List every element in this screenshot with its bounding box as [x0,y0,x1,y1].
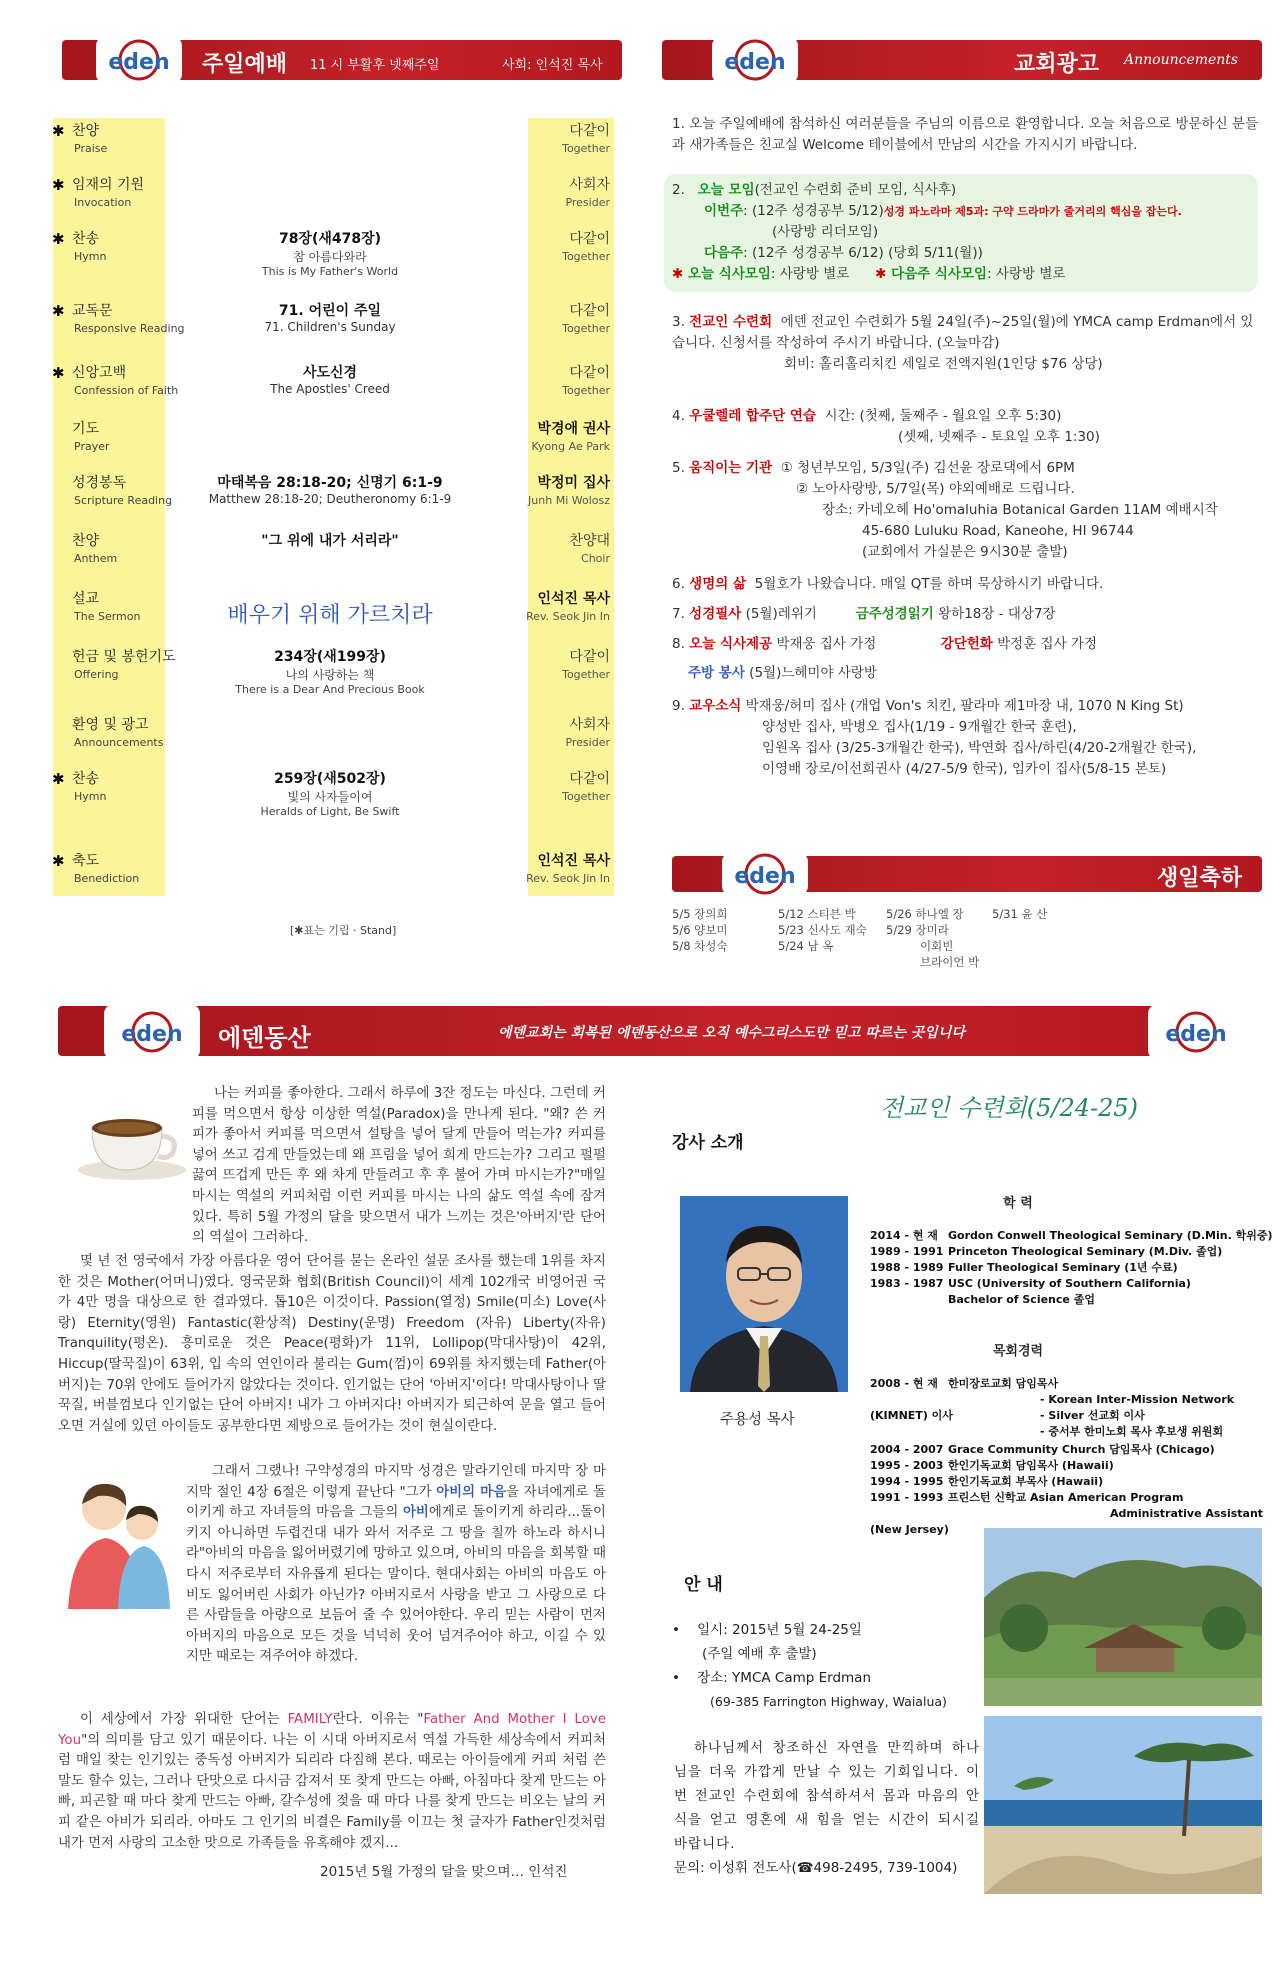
announcement-4: 4. 우쿨렐레 합주단 연습 시간: (첫째, 둘째주 - 월요일 오후 5:30) (셋째, 넷째주 - 토요일 오후 1:30) [672,408,1100,445]
order-item-en: Confession of Faith [74,384,179,397]
order-item-ko: 환영 및 광고 [72,717,149,733]
order-leader-ko: 찬양대 [569,533,610,549]
stand-star-icon: ✱ [52,230,65,248]
announcement-8: 8. 오늘 식사제공 박재웅 집사 가정 강단헌화 박정훈 집사 가정 주방 봉사 (5월)느헤미야 사랑방 [672,636,1098,681]
announcement-2: 2. 오늘 모임(전교인 수련회 준비 모임, 식사후) 이번주: (12주 성경공부 5/12)성경 파노라마 제5과: 구약 드라마가 줄거리의 핵심을 잡는다. (사랑방 리더모임) 다음주: (12주 성경공부 6/12) (당회 5/11(월)) ✱ 오늘 식사모임: 사랑방 별로 ✱ 다음주 식사모임: 사랑방 별로 [672,182,1182,282]
eden-banner [58,1006,1238,1056]
order-leader-en: Rev. Seok Jin In [526,872,610,885]
order-item-en: Anthem [74,552,118,565]
order-leader-ko: 다같이 [569,123,610,139]
announcement-3: 3. 전교인 수련회 에덴 전교인 수련회가 5월 24일(주)~25일(월)에 YMCA camp Erdman에서 있습니다. 신청서를 작성하여 주시기 바랍니다. (오늘마감) 회비: 홀리홀리치킨 세일로 전액지원(1인당 $76 상당) [672,314,1254,372]
order-item-ko: 찬송 [72,231,100,247]
order-content-en: There is a Dear And Precious Book [235,683,425,696]
essay-p3: 그래서 그랬나! 구약성경의 마지막 성경은 말라기인데 마지막 장 마지막 절인 4장 6절은 이렇게 끝난다 "그가 아비의 마음을 자녀에게로 돌이키게 하고 자녀들의 마음을 그들의 아비에게로 돌이키게 하리라...돌이키지 아니하면 두렵건대 내가 와서 저주로 그 땅을 칠까 하노라 하시니라"아비의 마음을 잃어버렸기에 망하고 있으며, 아비의 마음을 회복할 때 다시 저주로부터 자유롭게 된다는 말이다. 현대사회는 아비의 마음도 아비도 잃어버린 사회가 아닌가? 아버지로서 사랑을 받고 그 사랑으로 다른 사람들을 아량으로 보듬어 줄 수 있어야한다. 우리 믿는 사람이 먼저 아버지의 마음으로 모든 것을 넉넉히 웃어 넘겨주어야 하고, 이길 수 있지만 때로는 져주어야 하겠다. [186,1464,606,1665]
order-item [56,714,206,749]
order-item-en: Benediction [74,872,140,885]
pastor-photo [680,1196,848,1392]
order-item-ko: 찬양 [72,533,100,549]
retreat-place: • 장소: YMCA Camp Erdman (69-385 Farrington Highway, Waialua) [672,1670,947,1709]
announcement-title: 교회광고 [1014,52,1100,77]
announcement-title-en: Announcements [1124,52,1239,68]
eden-logo [96,36,182,84]
order-item [52,850,206,885]
order-leader [520,588,610,623]
pastor-name: 주용성 목사 [720,1412,795,1428]
order-leader-ko: 다같이 [569,231,610,247]
announcement-7: 7. 성경필사 (5월)레위기 금주성경읽기 왕하18장 - 대상7장 [672,606,1056,622]
worship-presider: 사회: 인석진 목사 [502,58,603,73]
retreat-date: • 일시: 2015년 5월 24-25일 (주일 예배 후 출발) [672,1622,862,1662]
order-leader-ko: 인석진 목사 [537,853,610,869]
order-content [180,228,480,278]
order-content-sub: The Apostles' Creed [270,382,390,396]
order-leader [520,472,610,507]
announcement-6: 6. 생명의 삶 5월호가 나왔습니다. 매일 QT를 하며 묵상하시기 바랍니다. [672,576,1104,592]
order-content-sub: 참 아름다와라 [293,250,367,264]
order-content-sub: 빛의 사자들이여 [287,790,373,804]
svg-text:eden: eden [1165,1022,1227,1047]
stand-star-icon: ✱ [52,176,65,194]
career-item: 1995 - 2003 한인기독교회 담임목사 (Hawaii) [870,1459,1114,1472]
svg-text:eden: eden [734,864,796,889]
order-content-main: 78장(새478장) [278,231,382,247]
order-leader-ko: 다같이 [569,365,610,381]
order-content-en: Heralds of Light, Be Swift [260,805,400,818]
eden-logo-right [1148,1004,1244,1060]
essay-p4: 이 세상에서 가장 위대한 단어는 FAMILY란다. 이유는 "Father And Mother I Love You"의 의미를 담고 있기 때문이다. 나는 이 시대 아버지로서 역설 가득한 세상속에서 커피처럼 매일 찾는 인기있는 중독성 아버지가 되리라 다짐해 본다. 때로는 아이들에게 커피 처럼 쓴 말도 할수 있는, 그러나 단맛으로 다시금 감져서 또 찾게 만드는 아빠, 아침마다 찾게 만드는 아빠, 피곤할 때 마다 찾게 만드는 아빠, 갈수성에 젖을 때 마다 나를 찾게 만드는 비오는 날의 커피 같은 아비가 되리라. 아마도 그 인기의 비결은 Family를 이끄는 첫 글자가 Father인것처럼 내가 먼저 사랑의 고소한 맛으로 가족들을 유혹해야 겠지... [58,1712,606,1851]
career-item: - Korean Inter-Mission Network (KIMNET) 이사 [870,1393,1235,1422]
order-content-en: This is My Father's World [261,265,399,278]
order-item-ko: 신앙고백 [72,365,127,381]
beach-photo [984,1716,1262,1894]
education-item: 1989 - 1991 Princeton Theological Seminary (M.Div. 졸업) [870,1245,1223,1258]
camp-photo [984,1528,1262,1706]
order-leader-en: Choir [581,552,610,565]
order-item-ko: 임재의 기원 [72,177,145,193]
order-content-main: 234장(새199장) [274,649,386,665]
order-content-main: 사도신경 [302,365,358,381]
order-item-ko: 찬양 [72,123,100,139]
order-leader-ko: 사회자 [569,717,610,733]
order-leader-en: Kyong Ae Park [531,440,610,453]
order-item-en: Invocation [74,196,132,209]
order-leader-en: Presider [565,736,610,749]
education-item: Bachelor of Science 졸업 [948,1293,1095,1306]
order-leader-en: Together [562,384,610,397]
order-item-ko: 성경봉독 [72,475,127,491]
order-item-ko: 교독문 [72,303,113,319]
order-content-sub: Matthew 28:18-20; Deutheronomy 6:1-9 [208,492,452,506]
education-item: 1983 - 1987 USC (University of Southern California) [870,1277,1191,1290]
order-content [180,362,480,396]
order-item-en: Praise [74,142,108,155]
speaker-heading: 강사 소개 [672,1133,744,1153]
order-leader-ko: 사회자 [569,177,610,193]
order-leader-ko: 다같이 [569,649,610,665]
order-leader-ko: 인석진 목사 [537,591,610,607]
order-item-en: Hymn [74,250,107,263]
order-leader-en: Together [562,668,610,681]
stand-star-icon: ✱ [52,770,65,788]
order-content [180,472,480,506]
order-leader-ko: 박경애 권사 [537,421,610,437]
svg-text:eden: eden [121,1022,183,1047]
order-item [56,418,206,453]
order-content [180,646,480,696]
order-item-en: Offering [74,668,119,681]
birthday-col-4: 5/31 윤 산 [992,907,1048,921]
stand-star-icon: ✱ [52,364,65,382]
education-heading: 학 력 [1003,1196,1033,1211]
education-item: 2014 - 현 재 Gordon Conwell Theological Seminary (D.Min. 학위중) [870,1229,1273,1242]
order-item-en: Announcements [74,736,164,749]
order-leader [520,362,610,397]
order-item-en: Hymn [74,790,107,803]
eden-logo [712,36,798,84]
order-item-ko: 설교 [72,591,100,607]
career-item: 2008 - 현 재 한미장로교회 담임목사 [870,1377,1059,1390]
order-leader [520,768,610,803]
retreat-title: 전교인 수련회(5/24-25) [880,1094,1139,1122]
career-item: 1991 - 1993 프린스턴 신학교 Asian American Program [870,1491,1184,1504]
order-content-main: 마태복음 28:18-20; 신명기 6:1-9 [217,475,443,491]
order-item [52,120,206,155]
worship-subtitle: 11 시 부활후 넷째주일 [310,58,440,73]
sermon-title: 배우기 위해 가르치라 [227,603,433,628]
order-item-ko: 기도 [72,421,100,437]
order-content-main: "그 위에 내가 서리라" [261,533,399,549]
order-leader-ko: 다같이 [569,771,610,787]
education-item: 1988 - 1989 Fuller Theological Seminary (1년 수료) [870,1261,1178,1274]
order-item-en: Scripture Reading [74,494,173,507]
stand-star-icon: ✱ [52,122,65,140]
order-leader [520,714,610,749]
worship-banner [62,40,622,80]
order-content-main: 259장(새502장) [274,771,386,787]
order-leader-en: Rev. Seok Jin In [526,610,610,623]
essay-p2: 몇 년 전 영국에서 가장 아름다운 영어 단어를 묻는 온라인 설문 조사를 했는데 1위를 차지한 것은 Mother(어머니)였다. 영국문화 협회(British Council)이 세계 102개국 비영어권 국가 4만 명을 대상으로 한 결과였다. 톱10은 이것이다. Passion(열정) Smile(미소) Love(사랑) Eternity(영원) Fantastic(환상적) Destiny(운명) Freedom (자유) Liberty(자유) Tranquility(평온). 흥미로운 것은 Peace(평화)가 11위, Lollipop(막대사탕)이 42위, Hiccup(딸꾹질)이 63위, 입 속의 연인이라 불리는 Gum(껌)이 69위를 차지했는데 Father(아버지)는 70위 안에도 들어가지 않았다는 것이다. 인기없는 단어 '아버지'이다! 막대사탕이나 딸꾹질, 버블껌보다 인기없는 단어 아버지! 내가 그 아버지다! 아버지가 퇴근하여 문을 열고 들어오면 거실에 있던 아이들도 공부한다면 제방으로 들어가는 것이 현실이란다. [58,1254,606,1434]
order-leader-en: Together [562,322,610,335]
order-content-sub: 나의 사랑하는 책 [285,668,375,682]
career-item: - 중서부 한미노회 목사 후보생 위원회 [1040,1425,1224,1438]
order-leader-ko: 박정미 집사 [537,475,610,491]
birthday-col-2: 5/12 스티븐 박 5/23 신사도 재숙 5/24 남 옥 [778,907,867,953]
order-leader [520,228,610,263]
career-item: 2004 - 2007 Grace Community Church 담임목사 (Chicago) [870,1443,1215,1456]
order-content [180,530,480,550]
order-leader-en: Junh Mi Wolosz [528,494,610,507]
order-leader [520,530,610,565]
eden-logo [722,852,808,896]
order-leader-en: Together [562,250,610,263]
order-item-en: The Sermon [74,610,141,623]
order-leader [520,120,610,155]
order-content [180,300,480,334]
order-leader [520,850,610,885]
svg-text:eden: eden [108,50,170,75]
order-item-ko: 헌금 및 봉헌기도 [72,649,176,665]
order-item-ko: 축도 [72,853,100,869]
order-content-sub: 71. Children's Sunday [264,320,396,334]
retreat-body: 하나님께서 창조하신 자연을 만끽하며 하나님을 더욱 가깝게 만날 수 있는 기회입니다. 이번 전교인 수련회에 참석하셔서 몸과 마음의 안식을 얻고 영혼에 새 힘을 얻는 시간이 되시길 바랍니다. 문의: 이성휘 전도사(☎498-2495, 739-1004) [674,1740,980,1876]
order-leader [520,646,610,681]
order-leader-en: Together [562,790,610,803]
order-leader [520,174,610,209]
order-leader [520,300,610,335]
order-leader-en: Presider [565,196,610,209]
order-item-ko: 찬송 [72,771,100,787]
order-content-main: 71. 어린이 주일 [278,303,382,319]
career-item: - Silver 선교회 이사 [1040,1409,1145,1422]
career-heading: 목회경력 [992,1344,1044,1359]
order-content [180,768,480,818]
essay-p1: 나는 커피를 좋아한다. 그래서 하루에 3잔 정도는 마신다. 그런데 커피를 먹으면서 항상 이상한 역설(Paradox)을 만나게 된다. "왜? 쓴 커피가 좋아서 커피를 먹으면서 설탕을 넣어 달게 만들어 먹는가? 커피를 넣어 쓰고 검게 만들었는데 왜 프림을 넣어 희게 만드는가? 그리고 펄펄 끓여 뜨겁게 만든 후 왜 차게 만들려고 후 후 불어 가며 마시는가?"매일 마시는 역설의 커피처럼 이런 커피를 마시는 나의 삶도 역설 속에 잠겨 있다. 특히 5월 가정의 달을 맞으면서 내가 느끼는 것은'아버지'란 단어의 역설이 그러하다. [192,1086,606,1246]
eden-title: 에덴동산 [218,1024,311,1052]
order-leader-ko: 다같이 [569,303,610,319]
essay-signature: 2015년 5월 가정의 달을 맞으며… 인석진 [320,1864,568,1880]
order-leader [520,418,610,453]
eden-slogan: 에덴교회는 회복된 에덴동산으로 오직 예수그리스도만 믿고 따르는 곳입니다 [498,1025,965,1041]
order-leader-en: Together [562,142,610,155]
svg-text:eden: eden [724,50,786,75]
announcement-5: 5. 움직이는 기관 ① 청년부모임, 5/3일(주) 김선윤 장로댁에서 6PM ② 노아사랑방, 5/7일(목) 야외예배로 드립니다. 장소: 카네오헤 Ho'omaluhia Botanical Garden 11AM 예배시작 45-680 Luluku Road, Kaneohe, HI 96744 (교회에서 가실분은 9시30분 출발) [672,460,1218,560]
order-item-en: Prayer [74,440,110,453]
birthday-col-3: 5/26 하나엘 장 5/29 장미라 이회빈 브라이언 박 [886,907,980,969]
stand-note: [✱표는 기립 · Stand] [290,924,397,937]
worship-title: 주일예배 [202,52,288,77]
birthday-title: 생일축하 [1156,866,1242,891]
announcement-banner [662,40,1262,80]
info-heading: 안 내 [684,1575,723,1595]
order-item [52,174,206,209]
announcement-9: 9. 교우소식 박재웅/허미 집사 (개업 Von's 치킨, 팔라마 제1마장 내, 1070 N King St) 양성반 집사, 박병오 집사(1/19 - 9개월간 한국 훈련), 임원옥 집사 (3/25-3개월간 한국), 박연화 집사/하린(4/20-2개월간 한국), 이영배 장로/이선희권사 (4/27-5/9 한국), 임카이 집사(5/8-15 본토) [672,698,1197,777]
career-item: Administrative Assistant (New Jersey) [870,1507,1264,1536]
eden-logo [104,1004,200,1060]
order-item-en: Responsive Reading [74,322,185,335]
stand-star-icon: ✱ [52,302,65,320]
announcement-1: 1. 오늘 주일예배에 참석하신 여러분들을 주님의 이름으로 환영합니다. 오늘 처음으로 방문하신 분들과 새가족들은 친교실 Welcome 테이블에서 만남의 시간을 가지시기 바랍니다. [672,116,1259,153]
birthday-col-1: 5/5 장의희 5/6 양보미 5/8 차성숙 [672,907,728,953]
stand-star-icon: ✱ [52,852,65,870]
career-item: 1994 - 1995 한인기독교회 부목사 (Hawaii) [870,1475,1104,1488]
birthday-banner [672,856,1262,892]
